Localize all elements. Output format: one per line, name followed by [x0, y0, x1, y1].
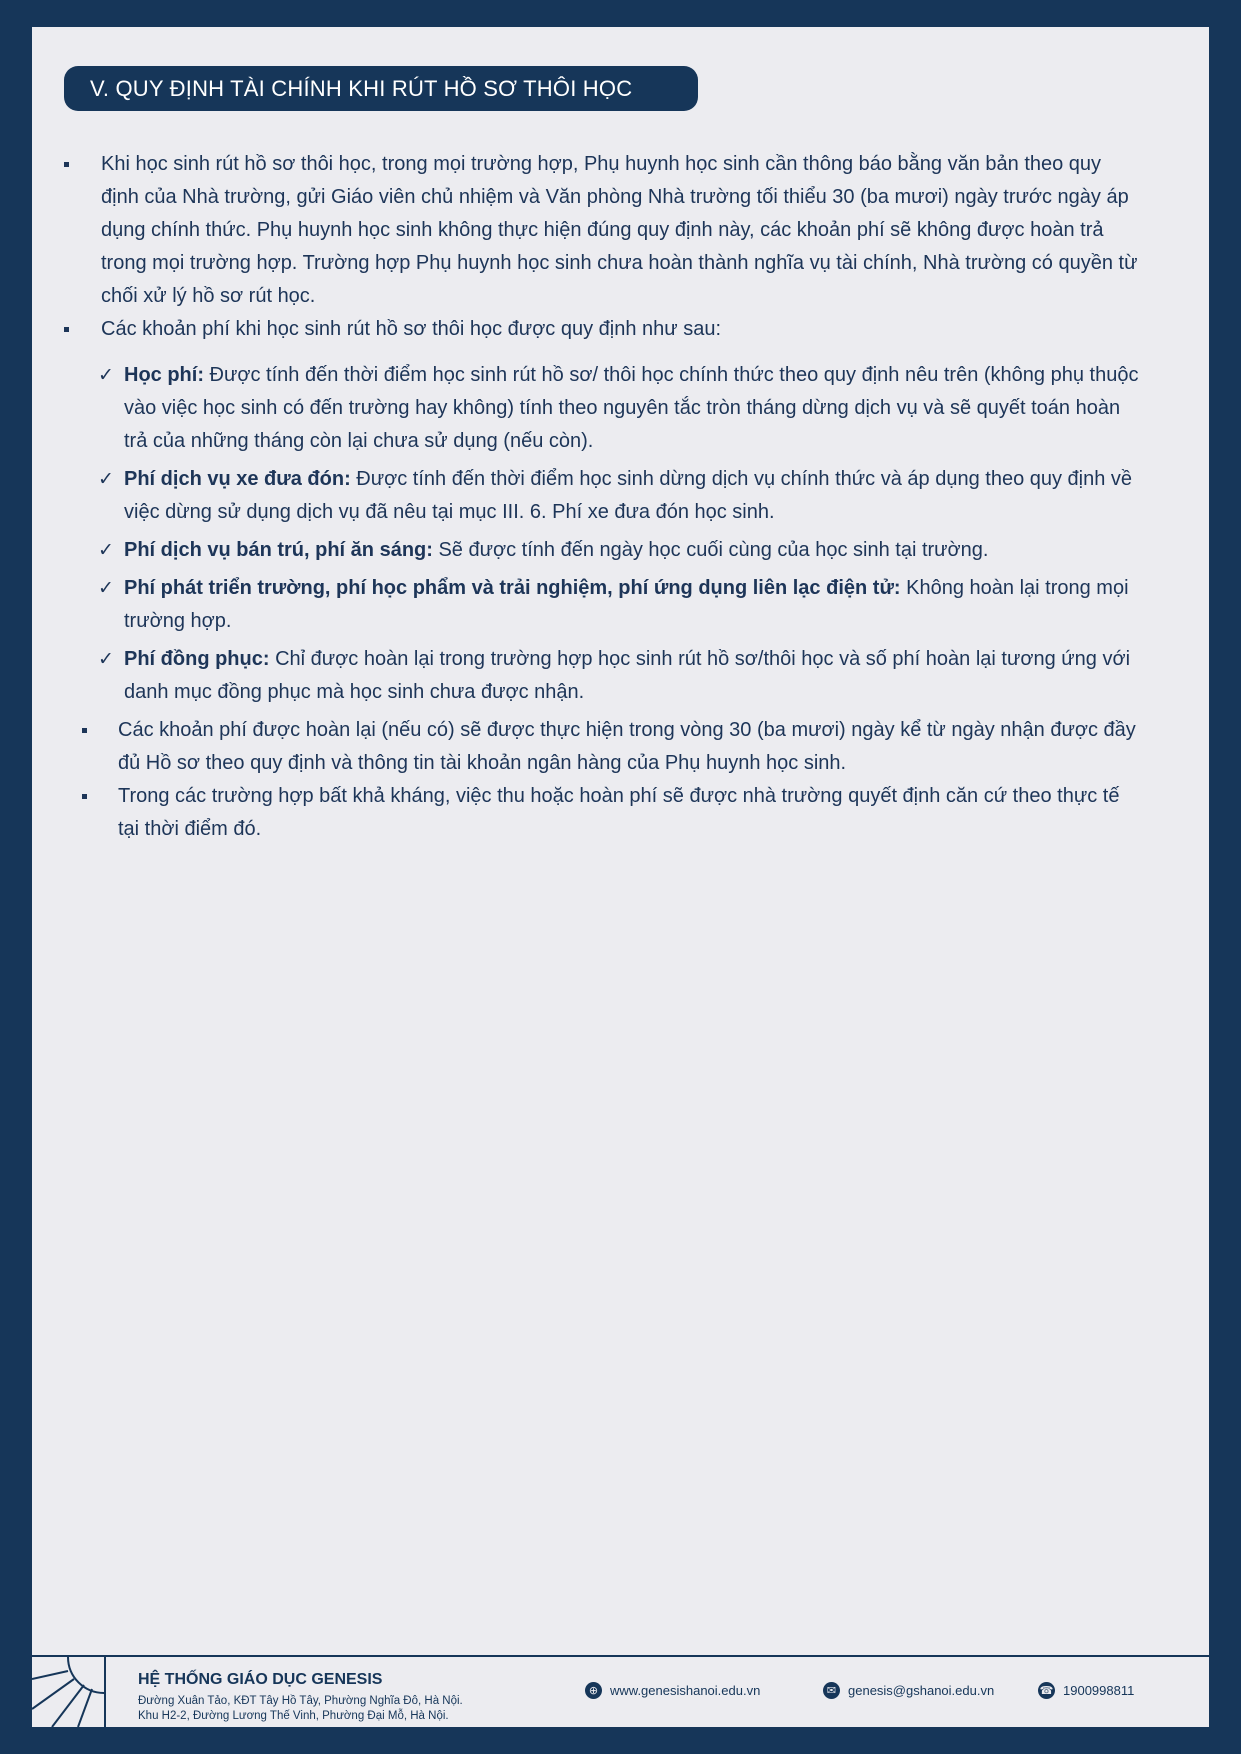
globe-icon: ⊕ — [585, 1682, 602, 1699]
checkmark-icon: ✓ — [98, 648, 114, 670]
list-item — [64, 714, 1144, 780]
fee-item — [98, 359, 1144, 458]
list-item — [64, 148, 1144, 313]
square-bullet-icon — [82, 794, 87, 799]
section-title: V. QUY ĐỊNH TÀI CHÍNH KHI RÚT HỒ SƠ THÔI HỌC — [64, 66, 698, 111]
fee-text: Được tính đến thời điểm học sinh dừng dịch vụ chính thức và áp dụng theo quy định về việc dừng sử dụng dịch vụ đã nêu tại mục III. 6. Phí xe đưa đón học sinh. — [124, 468, 1133, 523]
phone-icon: ☎ — [1039, 1684, 1054, 1697]
checkmark-icon: ✓ — [98, 539, 114, 561]
fee-label: Phí dịch vụ bán trú, phí ăn sáng: — [124, 539, 433, 561]
website-link[interactable] — [585, 1682, 760, 1699]
phone-text: 1900998811 — [1063, 1683, 1135, 1698]
fee-label: Phí đồng phục: — [124, 648, 270, 670]
fee-text: Sẽ được tính đến ngày học cuối cùng của học sinh tại trường. — [432, 539, 989, 561]
email-text: genesis@gshanoi.edu.vn — [848, 1683, 995, 1698]
fee-item — [98, 572, 1144, 638]
fee-item — [98, 463, 1144, 529]
bullet-text: Trong các trường hợp bất khả kháng, việc thu hoặc hoàn phí sẽ được nhà trường quyết định căn cứ theo thực tế tại thời điểm đó. — [118, 785, 1120, 840]
checkmark-icon: ✓ — [98, 468, 114, 490]
square-bullet-icon — [82, 728, 87, 733]
address-block — [138, 1694, 463, 1724]
bullet-text: Các khoản phí được hoàn lại (nếu có) sẽ được thực hiện trong vòng 30 (ba mươi) ngày kể từ ngày nhận được đầy đủ Hồ sơ theo quy định và thông tin tài khoản ngân hàng của Phụ huynh học sinh. — [118, 719, 1136, 774]
document-body — [64, 148, 1144, 846]
address-line: Đường Xuân Tảo, KĐT Tây Hồ Tây, Phường Nghĩa Đô, Hà Nội. — [138, 1695, 463, 1707]
fee-item — [98, 643, 1144, 709]
website-text: www.genesishanoi.edu.vn — [610, 1683, 761, 1698]
list-item — [64, 313, 1144, 346]
email-link[interactable] — [823, 1682, 994, 1699]
phone-link[interactable] — [1038, 1682, 1134, 1699]
address-line: Khu H2-2, Đường Lương Thế Vinh, Phường Đại Mỗ, Hà Nội. — [138, 1710, 449, 1722]
mail-icon: ✉ — [823, 1682, 840, 1699]
fee-list — [64, 359, 1144, 709]
fee-text: Không hoàn lại trong mọi trường hợp. — [124, 577, 1129, 632]
fee-label: Phí dịch vụ xe đưa đón: — [124, 468, 351, 490]
square-bullet-icon — [64, 327, 69, 332]
fee-item — [98, 534, 1144, 567]
footer — [32, 1657, 1209, 1727]
list-item — [64, 780, 1144, 846]
fee-text: Chỉ được hoàn lại trong trường hợp học sinh rút hồ sơ/thôi học và số phí hoàn lại tương ứng với danh mục đồng phục mà học sinh chưa được nhận. — [124, 648, 1131, 703]
org-name: HỆ THỐNG GIÁO DỤC GENESIS — [138, 1671, 383, 1688]
fee-label: Phí phát triển trường, phí học phẩm và trải nghiệm, phí ứng dụng liên lạc điện tử: — [124, 577, 901, 599]
bullet-text: Các khoản phí khi học sinh rút hồ sơ thôi học được quy định như sau: — [101, 318, 722, 340]
sun-rays-logo-icon — [32, 1657, 106, 1727]
fee-label: Học phí: — [124, 364, 204, 386]
checkmark-icon: ✓ — [98, 577, 114, 599]
fee-text: Được tính đến thời điểm học sinh rút hồ sơ/ thôi học chính thức theo quy định nêu trên (không phụ thuộc vào việc học sinh có đến trường hay không) tính theo nguyên tắc tròn tháng dừng dịch vụ và sẽ quyết toán hoàn trả của những tháng còn lại chưa sử dụng (nếu còn). — [124, 364, 1139, 452]
square-bullet-icon — [64, 162, 69, 167]
checkmark-icon: ✓ — [98, 364, 114, 386]
bullet-text: Khi học sinh rút hồ sơ thôi học, trong mọi trường hợp, Phụ huynh học sinh cần thông báo bằng văn bản theo quy định của Nhà trường, gửi Giáo viên chủ nhiệm và Văn phòng Nhà trường tối thiểu 30 (ba mươi) ngày trước ngày áp dụng chính thức. Phụ huynh học sinh không thực hiện đúng quy định này, các khoản phí sẽ không được hoàn trả trong mọi trường hợp. Trường hợp Phụ huynh học sinh chưa hoàn thành nghĩa vụ tài chính, Nhà trường có quyền từ chối xử lý hồ sơ rút học. — [101, 153, 1138, 307]
